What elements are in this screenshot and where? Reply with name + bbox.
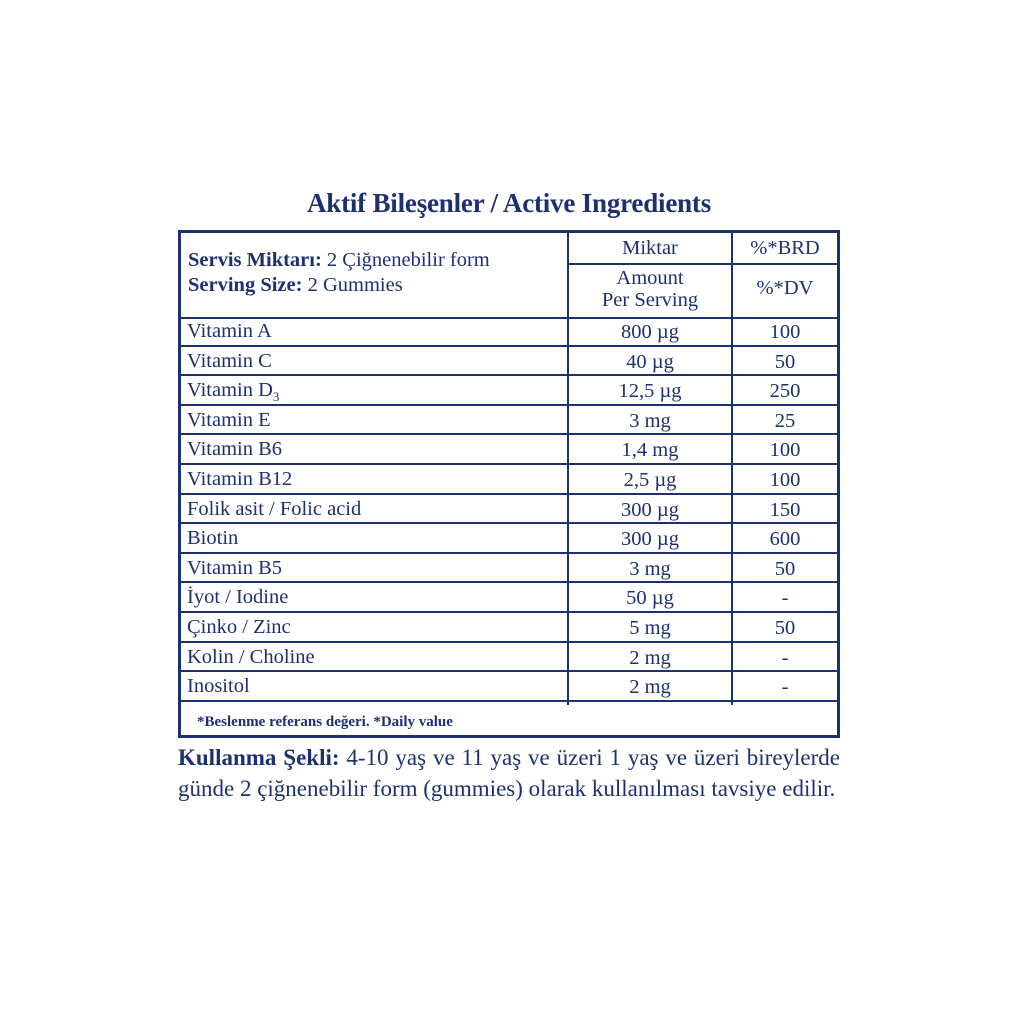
ingredient-name-text: Biotin [187,527,239,550]
ingredient-dv: 25 [774,409,796,432]
dv-header: %*DV [756,277,814,299]
ingredient-name [187,616,291,639]
ingredient-dv: 50 [774,557,796,580]
ingredient-name [187,409,271,432]
usage-text: 4-10 yaş ve 11 yaş ve üzeri 1 yaş ve üzeri bireylerde günde 2 çiğnenebilir form (gummies) olarak kullanılması tavsiye edilir. [178,745,840,801]
ingredient-name-text: Vitamin B6 [187,438,283,461]
ingredient-name [187,468,292,491]
ingredient-name [187,438,282,461]
ingredient-amount: 800 µg [621,321,679,343]
ingredient-dv: - [781,646,789,669]
ingredient-name [187,646,315,669]
ingredient-amount: 5 mg [629,617,671,639]
amount-header-line2: Per Serving [601,289,699,311]
table-row [181,435,837,465]
ingredient-name-text: Vitamin D [187,379,273,402]
ingredient-amount: 300 µg [621,498,679,521]
ingredient-name [187,498,361,521]
ingredient-name [187,586,288,609]
table-row [181,406,837,436]
ingredient-name-text: Inositol [187,675,250,698]
ingredient-name [187,675,250,698]
serving-tr [188,248,490,273]
table-header [181,233,837,319]
ingredient-name-text: Vitamin E [187,408,271,431]
table-row [181,317,837,347]
serving-value: 2 Gummies [307,274,403,296]
ingredient-amount: 3 mg [629,409,671,432]
ingredient-amount: 2,5 µg [623,469,677,491]
usage-instructions [178,742,840,804]
table-row [181,643,837,673]
table-row [181,465,837,495]
ingredient-amount: 40 µg [626,350,674,373]
ingredient-name-text: Vitamin B12 [187,468,293,490]
serving-en [188,273,490,298]
miktar-header: Miktar [622,237,678,259]
ingredient-amount: 50 µg [626,587,674,610]
ingredient-name [187,557,282,580]
amount-header [569,267,731,311]
ingredient-name-text: İyot / Iodine [187,586,289,609]
brd-header: %*BRD [750,237,820,259]
table-row [181,495,837,525]
ingredient-name [187,527,238,550]
table-row [181,672,837,702]
ingredient-name [187,379,279,405]
ingredient-name [187,350,272,373]
ingredient-name-text: Kolin / Choline [187,645,315,668]
usage-label: Kullanma Şekli: [178,745,340,770]
ingredient-dv: 100 [769,439,801,462]
ingredient-amount: 300 µg [621,528,679,551]
ingredient-name-text: Folik asit / Folic acid [187,497,362,520]
header-divider [569,263,837,265]
table-row [181,524,837,554]
ingredient-name [187,320,272,343]
ingredient-dv: 600 [769,528,801,551]
ingredient-name-text: Çinko / Zinc [187,616,291,638]
ingredient-name-text: Vitamin B5 [187,556,283,579]
ingredient-dv: 100 [769,321,801,343]
servis-value: 2 Çiğnenebilir form [326,249,490,271]
ingredient-amount: 2 mg [629,646,671,669]
ingredient-amount: 1,4 mg [621,439,679,462]
ingredient-amount: 3 mg [629,557,671,580]
ingredient-dv: 100 [769,469,801,491]
table-row [181,376,837,406]
serving-label: Serving Size: [188,274,303,296]
ingredient-dv: 50 [774,617,796,639]
ingredient-amount: 2 mg [629,676,671,699]
ingredient-dv: 150 [769,498,801,521]
table-row [181,613,837,643]
footnote: *Beslenme referans değeri. *Daily value [197,714,453,730]
ingredient-dv: - [781,587,789,610]
serving-info [188,248,490,298]
ingredient-dv: 50 [774,350,796,373]
ingredients-table [178,230,840,738]
table-row [181,583,837,613]
ingredient-name-text: Vitamin C [187,349,272,372]
ingredient-dv: - [781,676,789,699]
ingredient-amount: 12,5 µg [618,380,682,403]
ingredient-subscript: 3 [272,389,280,405]
page-title: Aktif Bileşenler / Active Ingredients [306,188,712,218]
ingredient-name-text: Vitamin A [187,320,272,342]
table-row [181,554,837,584]
amount-header-line1: Amount [616,267,684,289]
table-row [181,347,837,377]
servis-label: Servis Miktarı: [188,249,322,271]
ingredient-dv: 250 [769,380,801,403]
